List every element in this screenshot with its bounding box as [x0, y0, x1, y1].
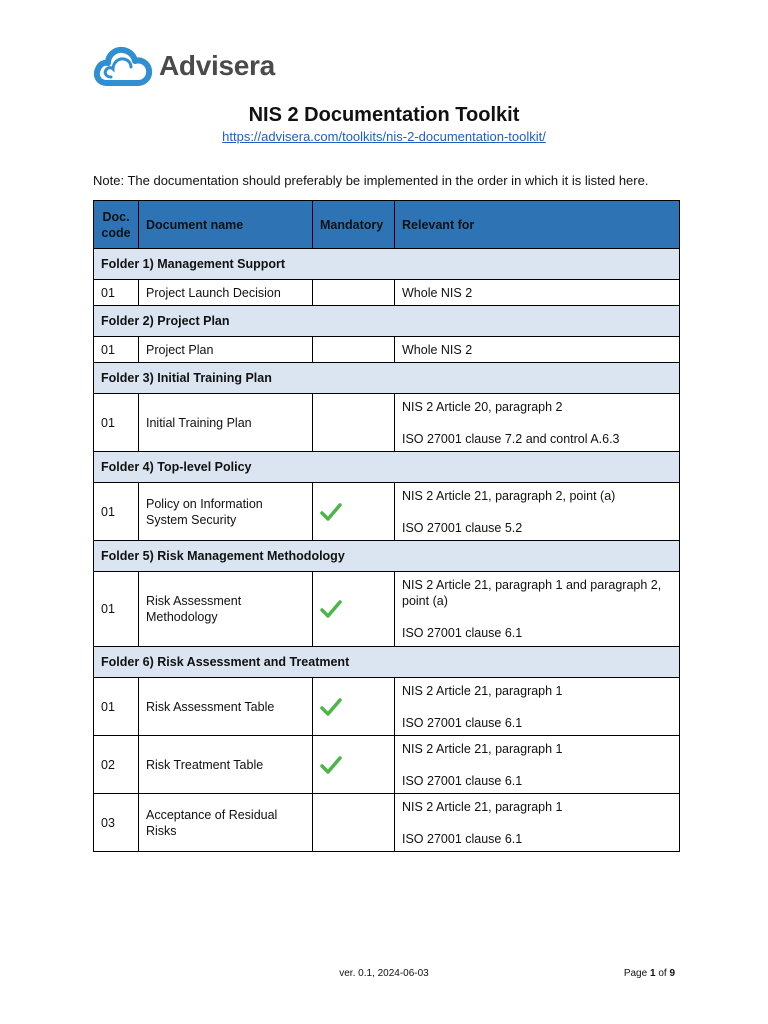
document-name-line: Project Plan: [146, 342, 214, 357]
document-name-line: Initial Training Plan: [146, 415, 252, 430]
relevant-for-line: Whole NIS 2: [402, 285, 473, 300]
table-body: [94, 249, 680, 852]
table-row: [94, 483, 680, 541]
relevant-for-line: NIS 2 Article 21, paragraph 1: [402, 683, 563, 698]
document-name-line: Acceptance of Residual: [146, 807, 278, 822]
folder-label: Folder 4) Top-level Policy: [94, 452, 680, 483]
document-name-line: Risk Assessment Table: [146, 699, 275, 714]
doc-code-cell: 02: [94, 736, 139, 794]
cloud-icon: [93, 43, 153, 89]
documentation-table: [93, 200, 680, 852]
doc-code-cell: 01: [94, 337, 139, 363]
relevant-for-cell: [395, 483, 680, 541]
document-name-cell: [139, 794, 313, 852]
table-row: [94, 280, 680, 306]
folder-row: [94, 306, 680, 337]
document-name-cell: [139, 678, 313, 736]
header-mandatory: Mandatory: [313, 201, 395, 249]
company-logo: [93, 42, 275, 90]
folder-label: Folder 1) Management Support: [94, 249, 680, 280]
doc-code-cell: 01: [94, 280, 139, 306]
document-name-line: Methodology: [146, 610, 218, 624]
document-name-cell: [139, 736, 313, 794]
document-name-cell: [139, 483, 313, 541]
doc-code-cell: 03: [94, 794, 139, 852]
mandatory-cell: [313, 483, 395, 541]
document-name-cell: [139, 280, 313, 306]
folder-row: [94, 363, 680, 394]
relevant-for-line: NIS 2 Article 21, paragraph 2, point (a): [402, 488, 616, 503]
checkmark-icon: [320, 599, 342, 619]
relevant-for-line: NIS 2 Article 20, paragraph 2: [402, 399, 563, 414]
document-title: NIS 2 Documentation Toolkit: [248, 104, 520, 126]
folder-row: [94, 452, 680, 483]
table-row: [94, 678, 680, 736]
doc-code-cell: 01: [94, 483, 139, 541]
header-doc-code: Doc. code: [94, 201, 139, 249]
document-name-cell: [139, 337, 313, 363]
table-row: [94, 572, 680, 647]
logo-text: Advisera: [159, 50, 275, 81]
line-spacer: [402, 699, 672, 715]
line-spacer: [402, 504, 672, 520]
document-name-line: Risk Assessment: [146, 594, 242, 608]
folder-label: Folder 2) Project Plan: [94, 306, 680, 337]
folder-label: Folder 3) Initial Training Plan: [94, 363, 680, 394]
document-name-line: Risks: [146, 823, 177, 838]
footer-version: ver. 0.1, 2024-06-03: [339, 968, 429, 979]
checkmark-icon: [320, 502, 342, 522]
mandatory-cell: [313, 736, 395, 794]
mandatory-cell: [313, 337, 395, 363]
header-relevant-for: Relevant for: [395, 201, 680, 249]
mandatory-cell: [313, 394, 395, 452]
relevant-for-line: ISO 27001 clause 5.2: [402, 520, 523, 535]
relevant-for-cell: [395, 572, 680, 647]
relevant-for-line: ISO 27001 clause 6.1: [402, 773, 523, 788]
relevant-for-cell: [395, 678, 680, 736]
table-row: [94, 337, 680, 363]
document-name-line: Risk Treatment Table: [146, 757, 264, 772]
checkmark-icon: [320, 697, 342, 717]
relevant-for-line: point (a): [402, 594, 448, 608]
relevant-for-cell: [395, 736, 680, 794]
relevant-for-cell: [395, 337, 680, 363]
document-name-cell: [139, 394, 313, 452]
implementation-note: Note: The documentation should preferably be implemented in the order in which it is listed here.: [93, 173, 649, 188]
doc-code-cell: 01: [94, 678, 139, 736]
relevant-for-cell: [395, 394, 680, 452]
folder-row: [94, 541, 680, 572]
folder-label: Folder 5) Risk Management Methodology: [94, 541, 680, 572]
relevant-for-line: Whole NIS 2: [402, 342, 473, 357]
relevant-for-line: ISO 27001 clause 6.1: [402, 831, 523, 846]
relevant-for-cell: [395, 794, 680, 852]
table-row: [94, 736, 680, 794]
footer-page-number: Page 1 of 9: [623, 968, 675, 979]
mandatory-cell: [313, 678, 395, 736]
header-document-name: Document name: [139, 201, 313, 249]
table-header-row: [94, 201, 680, 249]
relevant-for-line: ISO 27001 clause 7.2 and control A.6.3: [402, 431, 620, 446]
doc-code-cell: 01: [94, 394, 139, 452]
toolkit-link[interactable]: https://advisera.com/toolkits/nis-2-documentation-toolkit/: [222, 129, 546, 144]
relevant-for-line: NIS 2 Article 21, paragraph 1 and paragraph 2,: [402, 578, 662, 592]
doc-code-cell: 01: [94, 572, 139, 647]
document-name-line: Policy on Information: [146, 496, 263, 511]
checkmark-icon: [320, 755, 342, 775]
relevant-for-line: ISO 27001 clause 6.1: [402, 626, 523, 640]
mandatory-cell: [313, 572, 395, 647]
relevant-for-line: NIS 2 Article 21, paragraph 1: [402, 799, 563, 814]
document-name-line: Project Launch Decision: [146, 285, 281, 300]
relevant-for-line: ISO 27001 clause 6.1: [402, 715, 523, 730]
table-row: [94, 394, 680, 452]
line-spacer: [402, 415, 672, 431]
line-spacer: [402, 757, 672, 773]
line-spacer: [402, 815, 672, 831]
document-name-cell: [139, 572, 313, 647]
document-name-line: System Security: [146, 512, 237, 527]
folder-row: [94, 647, 680, 678]
mandatory-cell: [313, 280, 395, 306]
relevant-for-cell: [395, 280, 680, 306]
relevant-for-line: NIS 2 Article 21, paragraph 1: [402, 741, 563, 756]
folder-label: Folder 6) Risk Assessment and Treatment: [94, 647, 680, 678]
mandatory-cell: [313, 794, 395, 852]
folder-row: [94, 249, 680, 280]
line-spacer: [402, 609, 672, 625]
table-row: [94, 794, 680, 852]
